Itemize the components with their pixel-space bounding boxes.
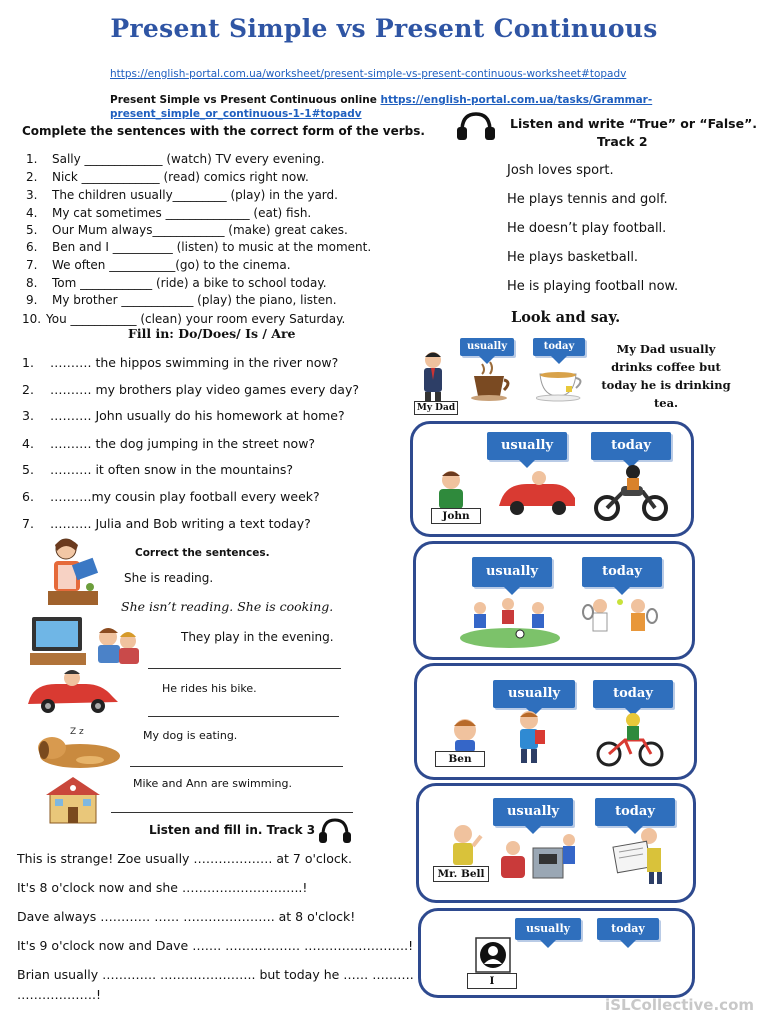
listen-tf-heading: Listen and write “True” or “False”. — [510, 116, 758, 131]
item-number: 2. — [22, 382, 34, 397]
answer-line-3 — [148, 716, 339, 717]
tennis-players-illustration — [582, 594, 658, 650]
usually-tag: usually — [472, 557, 552, 587]
today-tag: today — [591, 432, 671, 460]
item-text: ………. the dog jumping in the street now? — [50, 436, 316, 451]
coffee-cup-icon — [468, 360, 512, 402]
ben-figure — [447, 716, 483, 752]
online-link-cont[interactable]: present_simple_or_continuous-1-1#topadv — [110, 108, 362, 120]
item-text: You ___________ (clean) your room every Saturday. — [46, 312, 346, 326]
true-false-item: He plays basketball. — [507, 250, 639, 265]
item-number: 9. — [26, 293, 38, 307]
online-link[interactable]: https://english-portal.com.ua/tasks/Grammar- — [380, 94, 653, 106]
exercise4-line: Brian usually …………. ………………….. but today he …… ………. — [17, 967, 414, 982]
exercise1-item — [22, 312, 345, 326]
usually-tag: usually — [493, 798, 573, 826]
boy-walking-to-school-illustration — [507, 710, 553, 768]
exercise4-line: ……………….! — [17, 987, 101, 1002]
item-text: ……….my cousin play football every week? — [50, 489, 320, 504]
item-number: 8. — [26, 276, 38, 290]
listen-tf-track: Track 2 — [597, 134, 648, 149]
item-text: We often ___________(go) to the cinema. — [52, 258, 291, 272]
true-false-item: Josh loves sport. — [507, 163, 614, 178]
exercise3-sentence-2: They play in the evening. — [181, 630, 334, 644]
item-text: My cat sometimes ______________ (eat) fish. — [52, 206, 312, 220]
name-label-dad: My Dad — [414, 401, 458, 415]
true-false-item: He is playing football now. — [507, 279, 679, 294]
boys-playing-football-illustration — [458, 594, 562, 650]
exercise1-item — [26, 276, 327, 290]
look-say-panel-sports — [413, 541, 695, 660]
motorbike-icon — [593, 464, 669, 522]
item-text: ………. it often snow in the mountains? — [50, 462, 294, 477]
look-say-panel-mr-bell — [416, 783, 696, 903]
item-number: 4. — [26, 206, 38, 220]
page-title: Present Simple vs Present Continuous — [110, 14, 658, 43]
kids-watching-tv-illustration — [30, 615, 140, 667]
today-tag: today — [597, 918, 659, 940]
usually-tag: usually — [515, 918, 581, 940]
name-label-ben: Ben — [435, 751, 485, 767]
man-reading-newspaper-illustration — [607, 826, 673, 886]
school-building-illustration — [46, 775, 100, 825]
today-tag: today — [593, 680, 673, 708]
name-label-i: I — [467, 973, 517, 989]
exercise1-item — [26, 223, 348, 237]
sleeping-dog-illustration — [30, 722, 126, 772]
cyclist-icon — [595, 712, 665, 768]
look-say-panel-john — [410, 421, 694, 537]
item-number: 1. — [22, 355, 34, 370]
item-text: Tom ____________ (ride) a bike to school today. — [52, 276, 327, 290]
exercise3-sentence-1: She is reading. — [124, 571, 214, 585]
exercise3-heading: Correct the sentences. — [135, 547, 270, 559]
exercise3-answer-1: She isn’t reading. She is cooking. — [121, 599, 334, 614]
mr-bell-figure — [443, 822, 483, 868]
exercise1-item — [26, 206, 311, 220]
item-number: 10. — [22, 312, 42, 326]
online-link-line — [110, 94, 652, 106]
item-number: 3. — [22, 408, 34, 423]
name-label-mr-bell: Mr. Bell — [433, 866, 489, 882]
item-text: ………. my brothers play video games every day? — [50, 382, 359, 397]
today-tag: today — [533, 338, 585, 356]
dad-figure — [418, 350, 448, 402]
usually-tag: usually — [460, 338, 514, 356]
exercise4-line: It's 8 o'clock now and she ………………………..! — [17, 880, 308, 895]
exercise2-item — [22, 382, 359, 397]
exercise3-sentence-4: My dog is eating. — [143, 729, 238, 742]
user-avatar-icon — [475, 937, 511, 973]
item-text: The children usually_________ (play) in the yard. — [52, 188, 338, 202]
john-figure — [429, 468, 473, 510]
today-tag: today — [582, 557, 662, 587]
svg-text:Z z: Z z — [70, 727, 84, 737]
exercise1-item — [26, 152, 325, 166]
exercise1-heading: Complete the sentences with the correct form of the verbs. — [22, 124, 425, 138]
cooking-woman-illustration — [40, 535, 106, 607]
answer-line-2 — [148, 668, 341, 669]
item-number: 6. — [22, 489, 34, 504]
true-false-item: He doesn’t play football. — [507, 221, 667, 236]
item-text: Sally _____________ (watch) TV every evening. — [52, 152, 325, 166]
exercise1-item — [26, 188, 338, 202]
item-number: 3. — [26, 188, 38, 202]
item-text: ………. the hippos swimming in the river now? — [50, 355, 339, 370]
tea-cup-icon — [536, 364, 586, 404]
online-prefix: Present Simple vs Present Continuous online — [110, 94, 377, 106]
look-say-panel-i — [418, 908, 695, 998]
look-say-panel-ben — [414, 663, 697, 780]
item-text: Our Mum always____________ (make) great cakes. — [52, 223, 348, 237]
exercise2-item — [22, 408, 345, 423]
exercise1-item — [26, 258, 291, 272]
today-tag: today — [595, 798, 675, 826]
exercise2-item — [22, 516, 311, 531]
exercise1-item — [26, 170, 309, 184]
usually-tag: usually — [487, 432, 567, 460]
exercise4-heading: Listen and fill in. Track 3 — [149, 823, 316, 837]
boy-driving-car-illustration — [26, 668, 122, 716]
exercise2-item — [22, 462, 293, 477]
answer-line-5 — [111, 812, 353, 813]
exercise1-item — [26, 240, 371, 254]
look-say-example: My Dad usually drinks coffee but today he is drinking tea. — [601, 342, 731, 410]
item-number: 6. — [26, 240, 38, 254]
exercise2-item — [22, 436, 315, 451]
exercise2-item — [22, 355, 338, 370]
item-number: 5. — [22, 462, 34, 477]
exercise4-line: It's 9 o'clock now and Dave ……. ……………… …………………….! — [17, 938, 414, 953]
exercise3-sentence-5: Mike and Ann are swimming. — [133, 777, 292, 790]
exercise1-item — [26, 293, 337, 307]
usually-tag: usually — [493, 680, 575, 708]
exercise3-sentence-3: He rides his bike. — [162, 682, 257, 695]
exercise4-line: This is strange! Zoe usually ………………. at 7 o'clock. — [17, 851, 352, 866]
item-number: 2. — [26, 170, 38, 184]
item-number: 5. — [26, 223, 38, 237]
name-label-john: John — [431, 508, 481, 524]
item-text: My brother ____________ (play) the piano, listen. — [52, 293, 337, 307]
item-text: Nick _____________ (read) comics right now. — [52, 170, 309, 184]
exercise2-item — [22, 489, 320, 504]
item-number: 1. — [26, 152, 38, 166]
look-say-heading: Look and say. — [511, 309, 621, 326]
headphones-icon — [456, 111, 496, 143]
item-number: 7. — [22, 516, 34, 531]
item-number: 4. — [22, 436, 34, 451]
red-car-icon — [497, 468, 577, 518]
man-cooking-illustration — [499, 826, 581, 886]
answer-line-4 — [130, 766, 343, 767]
watermark: iSLCollective.com — [605, 996, 754, 1014]
exercise4-line: Dave always ………… …… …………………. at 8 o'clock! — [17, 909, 356, 924]
worksheet-link[interactable]: https://english-portal.com.ua/worksheet/present-simple-vs-present-continuous-worksheet#topadv — [110, 68, 627, 80]
exercise2-heading: Fill in: Do/Does/ Is / Are — [128, 326, 296, 341]
item-number: 7. — [26, 258, 38, 272]
item-text: Ben and I __________ (listen) to music at the moment. — [52, 240, 372, 254]
headphones-icon — [318, 817, 352, 845]
item-text: ………. Julia and Bob writing a text today? — [50, 516, 311, 531]
item-text: ………. John usually do his homework at home? — [50, 408, 345, 423]
true-false-item: He plays tennis and golf. — [507, 192, 668, 207]
